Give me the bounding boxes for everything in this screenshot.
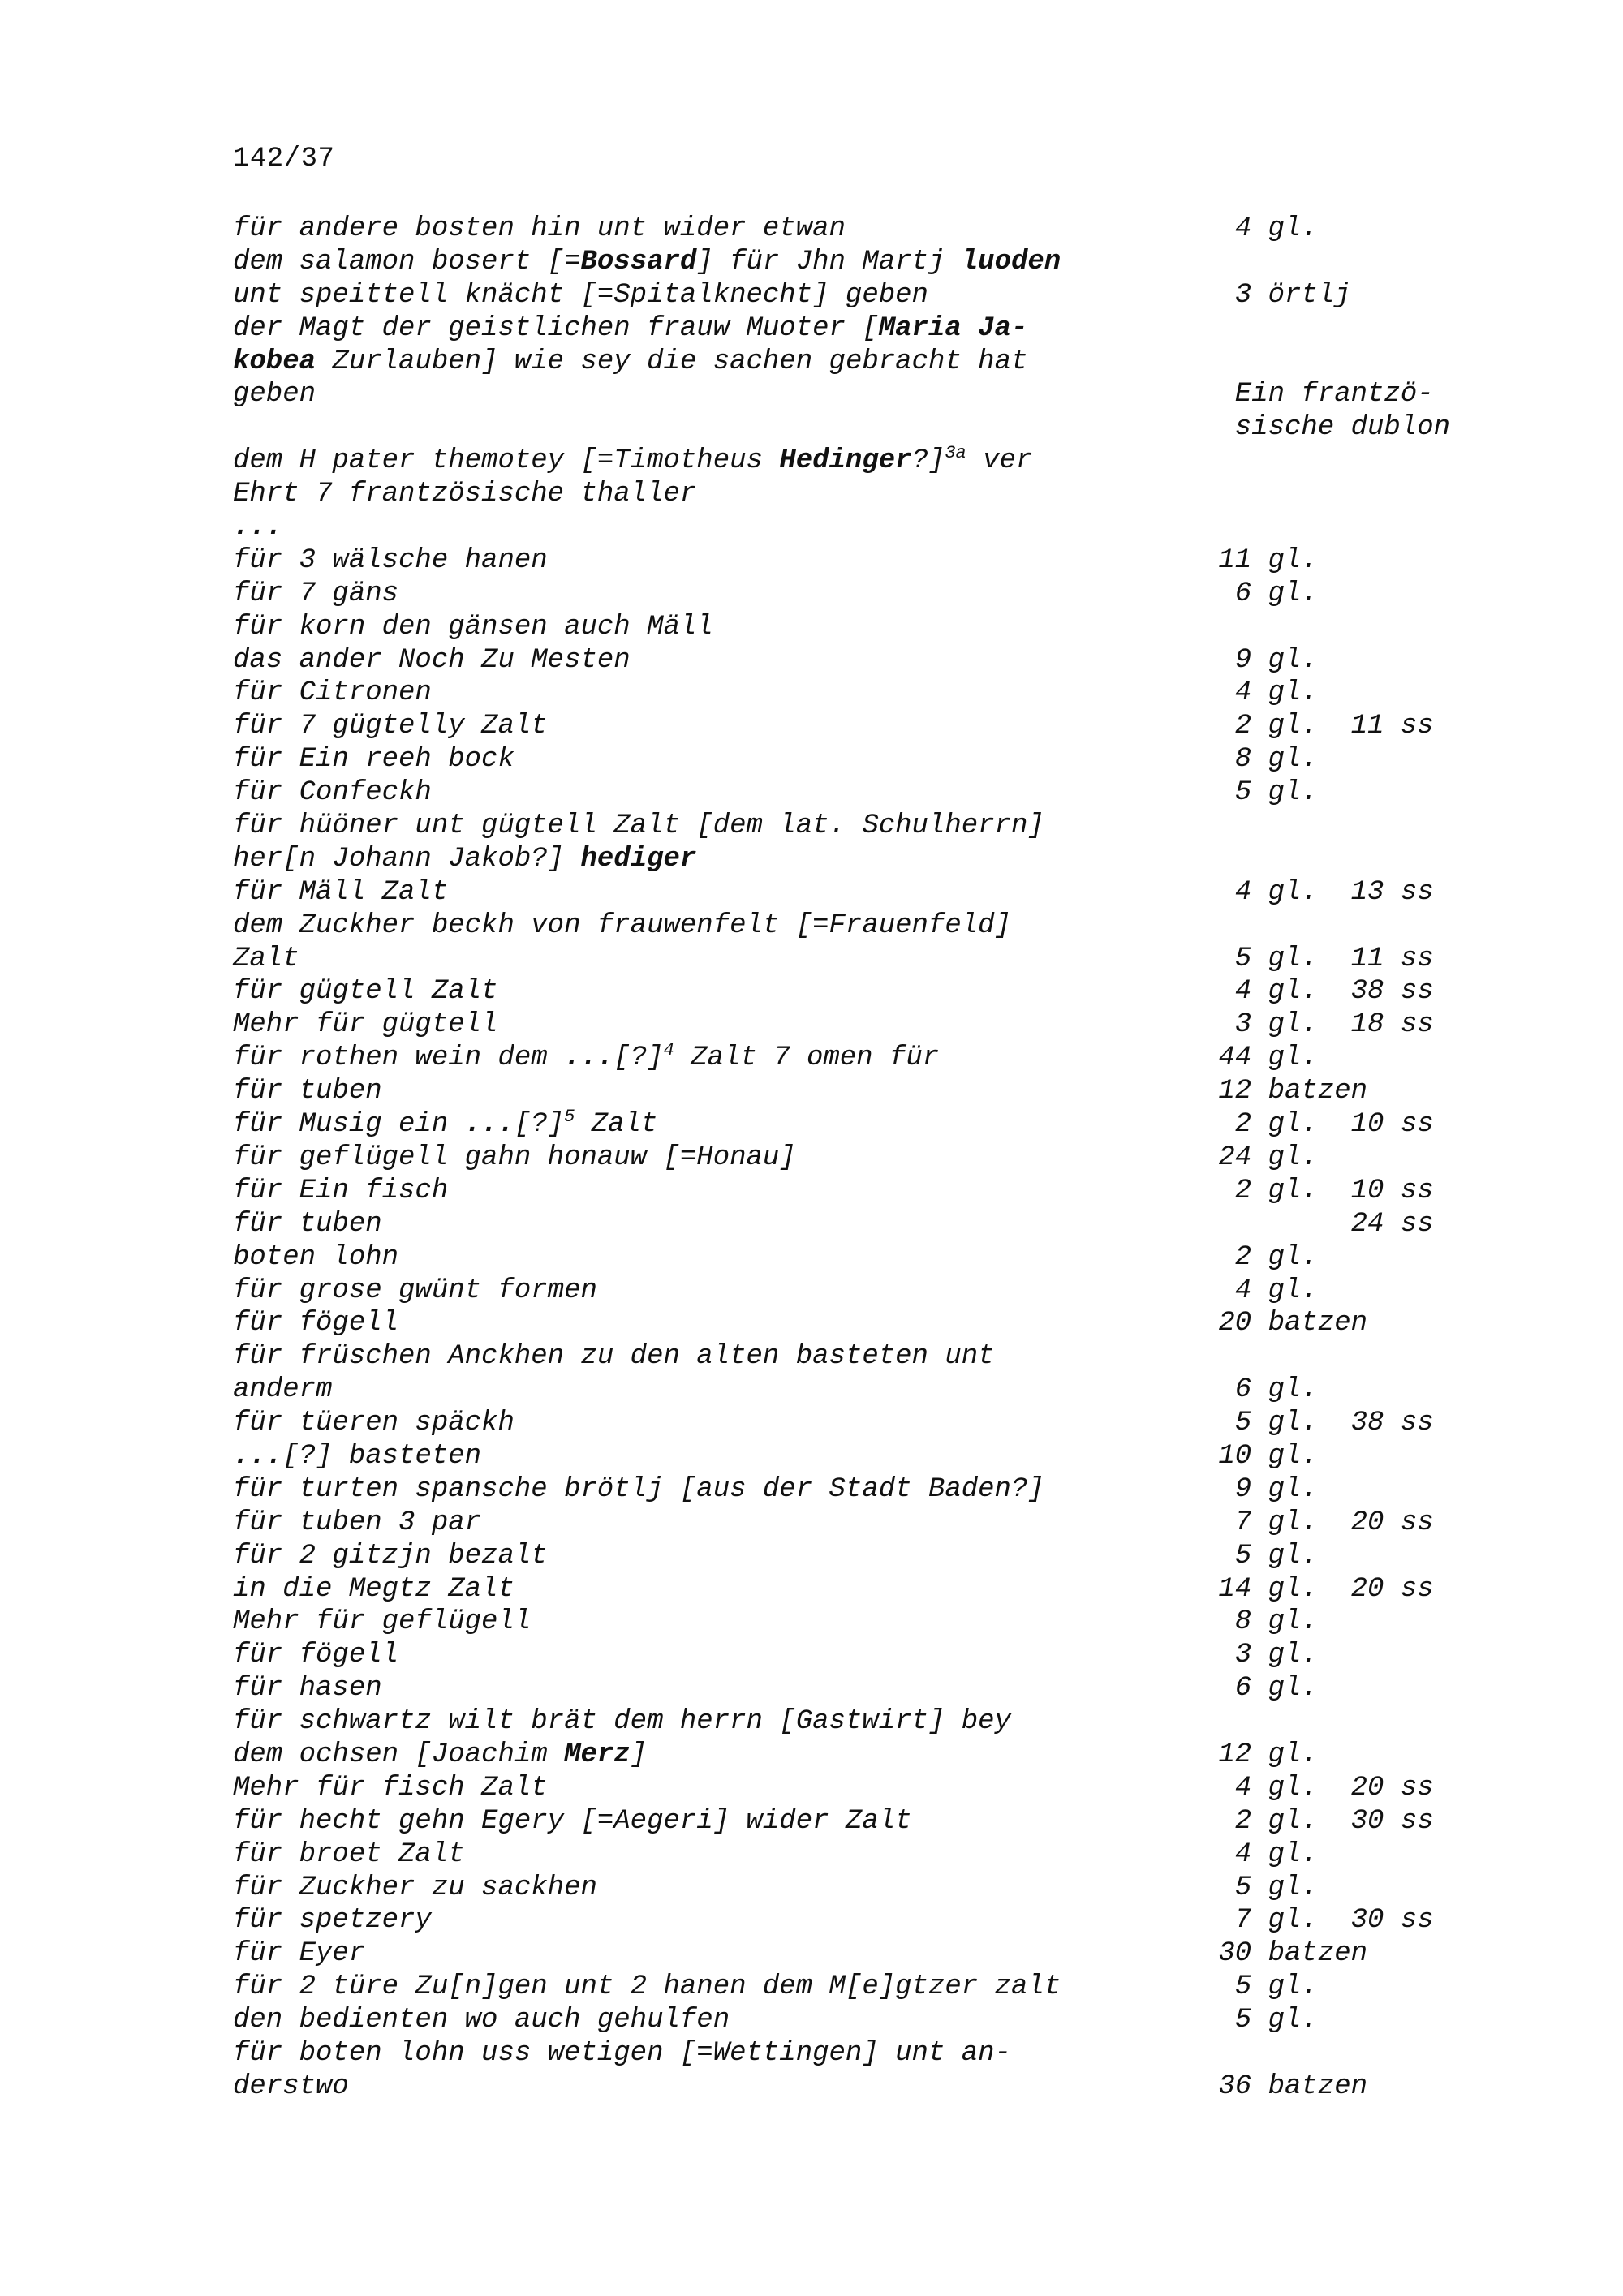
footnote-marker: 3a — [945, 443, 966, 464]
entry-amount: 5 gl. — [1202, 1971, 1318, 2003]
entry-text — [233, 644, 631, 677]
text-segment: derstwo — [233, 2070, 349, 2102]
text-segment: für schwartz wilt brät dem herrn [Gastwirt] bey — [233, 1706, 1011, 1738]
entry-amount: Ein frantzö- — [1202, 379, 1434, 411]
entry-amount: 5 gl. 11 ss — [1202, 943, 1434, 974]
ledger-line — [233, 2070, 1483, 2104]
ledger-line — [233, 2037, 1483, 2070]
ledger-entries — [233, 213, 1483, 2104]
entry-text — [233, 1042, 939, 1075]
bold-segment: ... — [564, 1043, 614, 1074]
entry-amount: 3 gl. — [1202, 1640, 1318, 1671]
entry-text — [233, 578, 398, 611]
entry-amount: 12 batzen — [1202, 1076, 1368, 1107]
entry-text — [233, 346, 1027, 379]
entry-amount: 5 gl. — [1202, 1540, 1318, 1572]
text-segment: [?] — [514, 1109, 565, 1141]
text-segment: [?] basteten — [282, 1440, 482, 1472]
ledger-line — [233, 511, 1483, 544]
text-segment: ] — [630, 1739, 648, 1770]
entry-amount: 4 gl. — [1202, 1838, 1318, 1870]
entry-amount: 4 gl. — [1202, 677, 1318, 709]
entry-text — [233, 279, 928, 312]
entry-amount: 4 gl. — [1202, 1275, 1318, 1306]
entry-text — [233, 1937, 365, 1971]
bold-segment: kobea — [233, 346, 316, 377]
text-segment: dem Zuckher beckh von frauwenfelt [=Frauenfeld] — [233, 909, 1011, 941]
ledger-line — [233, 1473, 1483, 1507]
entry-amount: 8 gl. — [1202, 744, 1318, 776]
bold-segment: ... — [233, 512, 283, 544]
ledger-line — [233, 1639, 1483, 1672]
text-segment: für tuben 3 par — [233, 1507, 482, 1538]
page-number: 142/37 — [233, 144, 335, 174]
entry-amount: 2 gl. 30 ss — [1202, 1805, 1434, 1837]
ledger-line — [233, 1142, 1483, 1175]
footnote-marker: 4 — [663, 1040, 674, 1061]
entry-amount: 44 gl. — [1202, 1043, 1318, 1074]
document-page — [233, 138, 1483, 2104]
ledger-line — [233, 279, 1483, 312]
entry-amount: 24 gl. — [1202, 1142, 1318, 1173]
entry-amount: 4 gl. 38 ss — [1202, 976, 1434, 1008]
text-segment: für tuben — [233, 1208, 382, 1240]
entry-amount: 4 gl. 13 ss — [1202, 876, 1434, 908]
ledger-line — [233, 1739, 1483, 1772]
text-segment: unt speittell knächt [=Spitalknecht] geben — [233, 279, 928, 311]
bold-segment: Maria Ja- — [878, 312, 1028, 344]
text-segment: Mehr für fisch Zalt — [233, 1772, 548, 1804]
entry-text — [233, 1507, 481, 1540]
entry-amount: 14 gl. 20 ss — [1202, 1573, 1434, 1605]
entry-text — [233, 378, 316, 411]
bold-segment: luoden — [961, 246, 1061, 277]
text-segment: der Magt der geistlichen frauw Muoter [ — [233, 312, 879, 344]
text-segment: Ehrt 7 frantzösische thaller — [233, 479, 697, 510]
entry-text — [233, 1904, 432, 1937]
entry-text — [233, 246, 1061, 279]
entry-text — [233, 710, 548, 743]
text-segment: dem ochsen [Joachim — [233, 1739, 565, 1770]
entry-amount: 6 gl. — [1202, 578, 1318, 609]
ledger-line — [233, 677, 1483, 710]
entry-text — [233, 743, 514, 776]
ledger-line — [233, 1904, 1483, 1937]
entry-text — [233, 677, 432, 710]
entry-text — [233, 1872, 597, 1905]
entry-text — [233, 1473, 1044, 1507]
entry-text — [233, 975, 497, 1008]
entry-amount: 2 gl. 11 ss — [1202, 711, 1434, 742]
entry-text — [233, 511, 282, 544]
ledger-line — [233, 1838, 1483, 1872]
ledger-line — [233, 644, 1483, 677]
text-segment: für korn den gänsen auch Mäll — [233, 611, 713, 643]
text-segment: Mehr für gügtell — [233, 1009, 498, 1041]
ledger-line — [233, 1340, 1483, 1374]
ledger-line — [233, 2004, 1483, 2037]
text-segment: für turten spansche brötlj [aus der Stadt Baden?] — [233, 1473, 1044, 1505]
entry-amount: 6 gl. — [1202, 1673, 1318, 1705]
entry-text — [233, 1838, 465, 1872]
text-segment: für Mäll Zalt — [233, 876, 449, 908]
entry-amount: 5 gl. 38 ss — [1202, 1408, 1434, 1439]
text-segment: für 7 gügtelly Zalt — [233, 711, 548, 742]
ledger-line — [233, 1175, 1483, 1208]
text-segment: für Zuckher zu sackhen — [233, 1872, 597, 1903]
entry-text — [233, 909, 1011, 943]
entry-text — [233, 1407, 514, 1440]
bold-segment: Hedinger — [779, 445, 912, 477]
entry-amount: 2 gl. 10 ss — [1202, 1175, 1434, 1206]
ledger-line — [233, 1108, 1483, 1142]
entry-amount: 7 gl. 30 ss — [1202, 1905, 1434, 1937]
ledger-line — [233, 611, 1483, 644]
ledger-line — [233, 246, 1483, 279]
text-segment: für broet Zalt — [233, 1838, 465, 1870]
ledger-line — [233, 1275, 1483, 1308]
text-segment: für fögell — [233, 1640, 399, 1671]
text-segment: ] für Jhn Martj — [696, 246, 962, 277]
entry-text — [233, 1008, 497, 1042]
ledger-line — [233, 1705, 1483, 1739]
entry-text — [233, 1340, 995, 1374]
entry-amount: 3 örtlj — [1202, 279, 1351, 311]
entry-text — [233, 1540, 548, 1573]
entry-amount: 2 gl. — [1202, 1241, 1318, 1273]
ledger-line — [233, 1008, 1483, 1042]
text-segment: für grose gwünt formen — [233, 1275, 597, 1306]
entry-amount: 12 gl. — [1202, 1739, 1318, 1770]
text-segment: dem salamon bosert [= — [233, 246, 581, 277]
entry-text — [233, 312, 1027, 346]
ledger-line — [233, 346, 1483, 379]
entry-amount: sische dublon — [1202, 412, 1451, 444]
text-segment: ver — [966, 445, 1033, 477]
entry-text — [233, 1241, 398, 1275]
text-segment: für Ein fisch — [233, 1175, 449, 1206]
entry-text — [233, 1108, 657, 1142]
entry-text — [233, 1208, 382, 1241]
entry-text — [233, 1075, 382, 1108]
entry-text — [233, 1805, 912, 1838]
text-segment: [?] — [613, 1043, 664, 1074]
text-segment: anderm — [233, 1374, 333, 1406]
text-segment: für Confeckh — [233, 777, 432, 809]
entry-amount: 24 ss — [1202, 1208, 1434, 1240]
ledger-line — [233, 1606, 1483, 1639]
entry-text — [233, 1374, 332, 1407]
text-segment: für andere bosten hin unt wider etwan — [233, 213, 846, 244]
entry-text — [233, 2004, 730, 2037]
ledger-line — [233, 1772, 1483, 1805]
entry-amount: 5 gl. — [1202, 777, 1318, 809]
ledger-line — [233, 743, 1483, 776]
text-segment: für Eyer — [233, 1938, 366, 1970]
ledger-line — [233, 1440, 1483, 1473]
entry-text — [233, 1772, 548, 1805]
entry-text — [233, 213, 846, 246]
text-segment: für rothen wein dem — [233, 1043, 565, 1074]
text-segment: für 2 gitzjn bezalt — [233, 1540, 548, 1572]
entry-amount: 9 gl. — [1202, 1473, 1318, 1505]
text-segment: Mehr für geflügell — [233, 1606, 532, 1638]
ledger-line — [233, 1075, 1483, 1108]
entry-amount: 8 gl. — [1202, 1606, 1318, 1638]
text-segment: für fögell — [233, 1308, 399, 1339]
text-segment: her[n Johann Jakob?] — [233, 843, 581, 875]
entry-text — [233, 1573, 514, 1606]
ledger-line — [233, 1042, 1483, 1075]
entry-amount: 4 gl. 20 ss — [1202, 1772, 1434, 1804]
ledger-line — [233, 1805, 1483, 1838]
entry-text — [233, 478, 696, 511]
ledger-line — [233, 478, 1483, 511]
ledger-line — [233, 1208, 1483, 1241]
entry-text — [233, 445, 1032, 478]
entry-text — [233, 810, 1044, 843]
bold-segment: hediger — [580, 843, 697, 875]
text-segment: ?] — [911, 445, 945, 477]
entry-text — [233, 1175, 448, 1208]
ledger-line — [233, 876, 1483, 909]
text-segment: in die Megtz Zalt — [233, 1573, 514, 1605]
text-segment: für früschen Anckhen zu den alten basteten unt — [233, 1341, 995, 1373]
ledger-line — [233, 1937, 1483, 1971]
entry-amount: 20 batzen — [1202, 1308, 1368, 1339]
entry-text — [233, 1307, 398, 1340]
entry-text — [233, 1672, 382, 1705]
ledger-line — [233, 1241, 1483, 1275]
ledger-line — [233, 1407, 1483, 1440]
ledger-line — [233, 1307, 1483, 1340]
ledger-line — [233, 1872, 1483, 1905]
ledger-line — [233, 975, 1483, 1008]
entry-text — [233, 1705, 1011, 1739]
text-segment: für Citronen — [233, 677, 432, 709]
text-segment: Zurlauben] wie sey die sachen gebracht hat — [316, 346, 1028, 377]
text-segment: für tuben — [233, 1076, 382, 1107]
text-segment: für Musig ein — [233, 1109, 465, 1141]
bold-segment: Merz — [564, 1739, 631, 1770]
bold-segment: ... — [464, 1109, 514, 1141]
ledger-line — [233, 810, 1483, 843]
text-segment: boten lohn — [233, 1241, 399, 1273]
entry-text — [233, 1142, 796, 1175]
text-segment: für 2 türe Zu[n]gen unt 2 hanen dem M[e]gtzer zalt — [233, 1971, 1061, 2003]
footnote-marker: 5 — [564, 1107, 575, 1128]
text-segment: Zalt 7 omen für — [674, 1043, 940, 1074]
entry-amount: 4 gl. — [1202, 213, 1318, 244]
entry-amount: 2 gl. 10 ss — [1202, 1109, 1434, 1141]
text-segment: für gügtell Zalt — [233, 976, 498, 1008]
ledger-line — [233, 776, 1483, 810]
ledger-line — [233, 710, 1483, 743]
entry-text — [233, 1639, 398, 1672]
ledger-line — [233, 578, 1483, 611]
entry-amount: 10 gl. — [1202, 1440, 1318, 1472]
text-segment: geben — [233, 379, 316, 411]
ledger-line — [233, 312, 1483, 346]
entry-text — [233, 2037, 1011, 2070]
text-segment: den bedienten wo auch gehulfen — [233, 2005, 730, 2036]
entry-text — [233, 1971, 1061, 2004]
entry-text — [233, 2070, 349, 2104]
ledger-line — [233, 378, 1483, 411]
text-segment: für hecht gehn Egery [=Aegeri] wider Zalt — [233, 1805, 912, 1837]
ledger-line — [233, 1971, 1483, 2004]
entry-text — [233, 544, 548, 578]
text-segment: das ander Noch Zu Mesten — [233, 644, 631, 676]
entry-amount: 5 gl. — [1202, 1872, 1318, 1903]
text-segment: für tüeren späckh — [233, 1408, 514, 1439]
ledger-line — [233, 843, 1483, 876]
entry-text — [233, 943, 299, 976]
text-segment: für 7 gäns — [233, 578, 399, 609]
entry-text — [233, 1275, 597, 1308]
text-segment: Zalt — [575, 1109, 658, 1141]
entry-text — [233, 611, 713, 644]
entry-amount: 3 gl. 18 ss — [1202, 1009, 1434, 1041]
entry-text — [233, 776, 432, 810]
entry-text — [233, 1739, 647, 1772]
ledger-line — [233, 213, 1483, 246]
entry-text — [233, 876, 448, 909]
entry-amount: 6 gl. — [1202, 1374, 1318, 1406]
text-segment: für hüöner unt gügtell Zalt [dem lat. Schulherrn] — [233, 810, 1044, 842]
ledger-line — [233, 544, 1483, 578]
text-segment: Zalt — [233, 943, 299, 974]
text-segment: für boten lohn uss wetigen [=Wettingen] unt an- — [233, 2037, 1011, 2069]
entry-amount: 5 gl. — [1202, 2005, 1318, 2036]
ledger-line — [233, 1573, 1483, 1606]
bold-segment: Bossard — [580, 246, 697, 277]
ledger-line — [233, 1374, 1483, 1407]
entry-amount: 11 gl. — [1202, 544, 1318, 576]
text-segment: dem H pater themotey [=Timotheus — [233, 445, 780, 477]
ledger-line — [233, 1540, 1483, 1573]
text-segment: für Ein reeh bock — [233, 744, 514, 776]
ledger-line — [233, 943, 1483, 976]
ledger-line — [233, 445, 1483, 478]
ledger-line — [233, 411, 1483, 445]
ledger-line — [233, 1507, 1483, 1540]
ledger-line — [233, 1672, 1483, 1705]
bold-segment: ... — [233, 1440, 283, 1472]
entry-text — [233, 843, 696, 876]
text-segment: für hasen — [233, 1673, 382, 1705]
entry-amount: 36 batzen — [1202, 2070, 1368, 2102]
entry-amount: 30 batzen — [1202, 1938, 1368, 1970]
text-segment: für 3 wälsche hanen — [233, 544, 548, 576]
entry-text — [233, 1606, 531, 1639]
entry-text — [233, 1440, 481, 1473]
text-segment: für spetzery — [233, 1905, 432, 1937]
entry-amount: 9 gl. — [1202, 644, 1318, 676]
entry-amount: 7 gl. 20 ss — [1202, 1507, 1434, 1538]
text-segment: für geflügell gahn honauw [=Honau] — [233, 1142, 796, 1173]
ledger-line — [233, 909, 1483, 943]
